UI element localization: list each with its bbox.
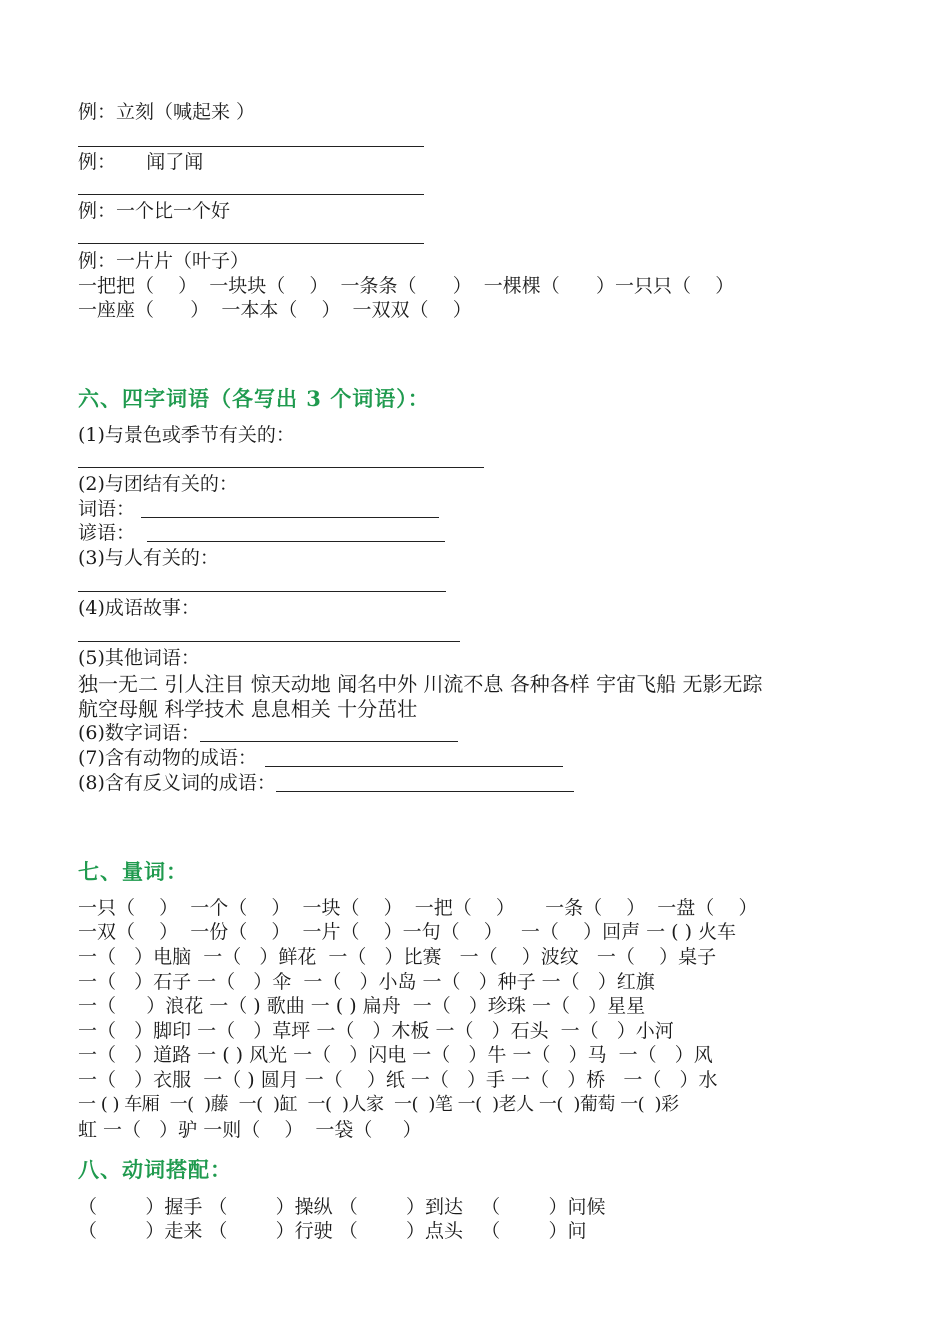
idiom-list: 独一无二 引人注目 惊天动地 闻名中外 川流不息 各种各样 宇宙飞船 无影无踪 bbox=[78, 672, 763, 696]
measure-word-row: 一（ ）电脑 一（ ）鲜花 一（ ）比赛 一（ ）波纹 一（ ）桌子 bbox=[78, 946, 717, 968]
proverb-label-text: 谚语： bbox=[78, 522, 136, 544]
answer-line[interactable] bbox=[78, 243, 424, 244]
q6-text: (6)数字词语： bbox=[78, 722, 200, 744]
measure-word-row: 虹 一（ ）驴 一则（ ） 一袋（ ） bbox=[78, 1119, 422, 1141]
verb-pairing-row: （ ）握手 （ ）操纵 （ ）到达 （ ）问候 bbox=[78, 1196, 606, 1218]
answer-line[interactable] bbox=[78, 467, 484, 468]
question-label: (2)与团结有关的： bbox=[78, 473, 238, 495]
question-label: (4)成语故事： bbox=[78, 597, 200, 619]
example-3: 例：一个比一个好 bbox=[78, 200, 231, 222]
section-heading: 八、动词搭配： bbox=[78, 1157, 232, 1182]
answer-line[interactable] bbox=[265, 748, 563, 767]
word-label-text: 词语： bbox=[78, 498, 136, 520]
word-label bbox=[78, 497, 439, 521]
reduplication-row: 一座座（ ） 一本本（ ） 一双双（ ） bbox=[78, 299, 472, 321]
measure-word-row: 一只（ ） 一个（ ） 一块（ ） 一把（ ） 一条（ ） 一盘（ ） bbox=[78, 897, 758, 919]
measure-word-row: 一双（ ） 一份（ ） 一片（ ）一句（ ） 一（ ）回声 一 ( ) 火车 bbox=[78, 921, 737, 943]
example-1: 例：立刻（喊起来 ） bbox=[78, 101, 256, 123]
measure-word-row: 一 ( ) 车厢 一( )藤 一( )缸 一( )人家 一( )笔 一( )老人 一( )葡萄 一( )彩 bbox=[78, 1094, 679, 1115]
question-label bbox=[78, 771, 574, 795]
question-label: (1)与景色或季节有关的： bbox=[78, 424, 295, 446]
measure-word-row: 一（ ）道路 一 ( ) 风光 一（ ）闪电 一（ ）牛 一（ ）马 一（ ）风 bbox=[78, 1044, 713, 1066]
example-4: 例：一片片（叶子） bbox=[78, 250, 250, 272]
question-label bbox=[78, 746, 563, 770]
answer-line[interactable] bbox=[78, 146, 424, 147]
answer-line[interactable] bbox=[78, 641, 460, 642]
answer-line[interactable] bbox=[78, 591, 446, 592]
measure-word-row: 一（ ）石子 一（ ）伞 一（ ）小岛 一（ ）种子 一（ ）红旗 bbox=[78, 971, 655, 993]
section-heading: 七、量词： bbox=[78, 859, 188, 884]
question-label: (5)其他词语： bbox=[78, 647, 200, 669]
measure-word-row: 一（ ）脚印 一（ ）草坪 一（ ）木板 一（ ）石头 一（ ）小河 bbox=[78, 1020, 674, 1042]
answer-line[interactable] bbox=[200, 723, 458, 742]
answer-line[interactable] bbox=[276, 773, 574, 792]
example-2: 例： 闻了闻 bbox=[78, 151, 204, 173]
question-label: (3)与人有关的： bbox=[78, 547, 219, 569]
verb-pairing-row: （ ）走来 （ ）行驶 （ ）点头 （ ）问 bbox=[78, 1220, 587, 1242]
reduplication-row: 一把把（ ） 一块块（ ） 一条条（ ） 一棵棵（ ）一只只（ ） bbox=[78, 275, 735, 297]
proverb-label bbox=[78, 521, 445, 545]
answer-line[interactable] bbox=[141, 499, 439, 518]
answer-line[interactable] bbox=[78, 194, 424, 195]
idiom-list: 航空母舰 科学技术 息息相关 十分茁壮 bbox=[78, 697, 418, 721]
answer-line[interactable] bbox=[147, 523, 445, 542]
q7-text: (7)含有动物的成语： bbox=[78, 747, 257, 769]
measure-word-row: 一（ ）浪花 一（ ) 歌曲 一 ( ) 扁舟 一（ ）珍珠 一（ ）星星 bbox=[78, 995, 646, 1017]
measure-word-row: 一（ ）衣服 一（ ) 圆月 一（ ）纸 一（ ）手 一（ ）桥 一（ ）水 bbox=[78, 1069, 718, 1091]
q8-text: (8)含有反义词的成语： bbox=[78, 772, 276, 794]
question-label bbox=[78, 721, 458, 745]
section-heading: 六、四字词语（各写出 3 个词语）： bbox=[78, 386, 430, 411]
